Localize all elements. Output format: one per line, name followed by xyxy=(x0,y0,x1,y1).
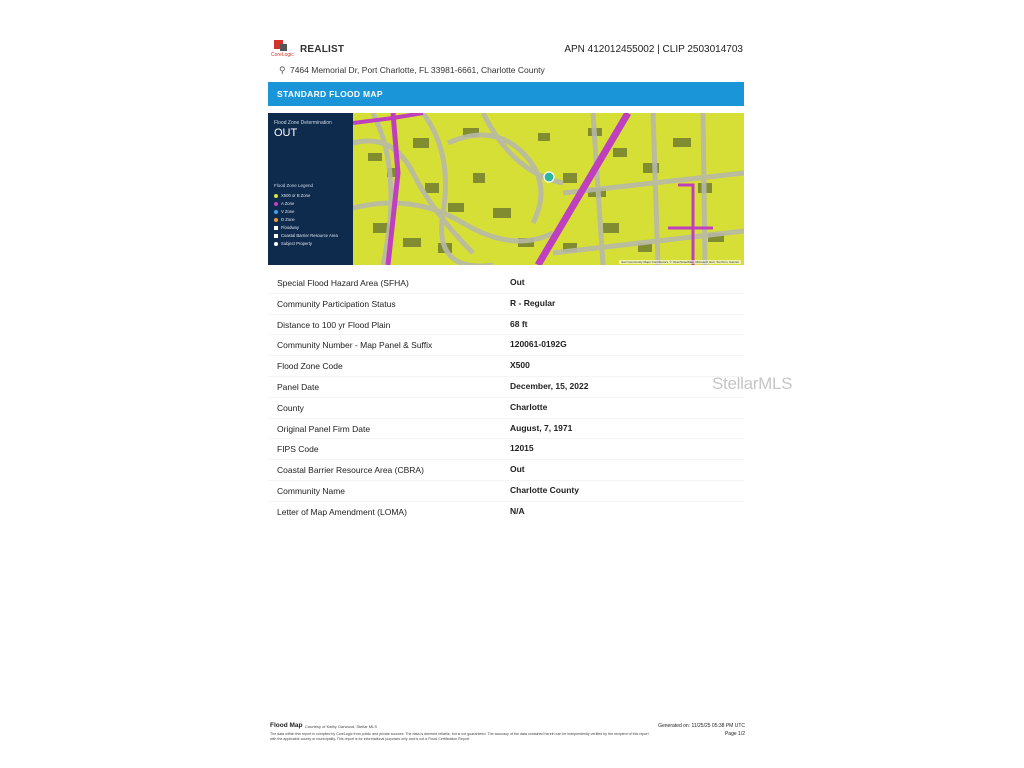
row-divider xyxy=(268,418,744,419)
address-text: 7464 Memorial Dr, Port Charlotte, FL 33981-6661, Charlotte County xyxy=(289,65,545,75)
map-graphic xyxy=(353,113,744,265)
row-divider xyxy=(268,480,744,481)
row-value: Out xyxy=(510,464,525,475)
footer-title: Flood Map xyxy=(270,722,303,729)
row-divider xyxy=(268,334,744,335)
row-label: County xyxy=(277,402,304,413)
row-value: 68 ft xyxy=(510,318,528,329)
property-address xyxy=(279,65,545,76)
table-row xyxy=(268,438,744,459)
determination-value: OUT xyxy=(274,127,298,139)
legend-item: X500 or B Zone xyxy=(274,192,338,200)
row-label: Community Number - Map Panel & Suffix xyxy=(277,340,433,351)
table-row xyxy=(268,459,744,480)
row-divider xyxy=(268,293,744,294)
logo-square-gray xyxy=(280,44,287,51)
row-value: N/A xyxy=(510,505,525,516)
row-value: Charlotte xyxy=(510,401,548,412)
legend-item: A Zone xyxy=(274,200,338,208)
generated-timestamp: Generated on: 11/25/25 05:38 PM UTC xyxy=(658,723,745,729)
legend-item: V Zone xyxy=(274,208,338,216)
determination-label: Flood Zone Determination xyxy=(274,120,332,126)
row-value: August, 7, 1971 xyxy=(510,422,573,433)
row-label: Coastal Barrier Resource Area (CBRA) xyxy=(277,465,424,476)
table-row xyxy=(268,334,744,355)
row-divider xyxy=(268,438,744,439)
logo-brand-text: CoreLogic xyxy=(271,52,294,58)
floodway-icon xyxy=(274,226,278,230)
map-credit: Esri Community Maps Contributors, © OpenStreetMap, Microsoft, Esri, TomTom, Garmin xyxy=(621,260,739,264)
corelogic-logo xyxy=(271,40,293,60)
table-row xyxy=(268,501,744,522)
row-value: 12015 xyxy=(510,443,534,454)
banner-title: STANDARD FLOOD MAP xyxy=(277,89,383,99)
row-value: R - Regular xyxy=(510,297,556,308)
table-row xyxy=(268,480,744,501)
mls-watermark: StellarMLS xyxy=(712,374,793,393)
subject-property-marker-icon xyxy=(544,172,554,182)
legend-item: Floodway xyxy=(274,224,338,232)
row-label: Community Name xyxy=(277,485,346,496)
table-row xyxy=(268,314,744,335)
legend-swatch-icon xyxy=(274,210,278,214)
legend-swatch-icon xyxy=(274,218,278,222)
row-label: Flood Zone Code xyxy=(277,361,343,372)
legend-title: Flood Zone Legend xyxy=(274,183,314,188)
footer-disclaimer: The data within this report is compiled by CoreLogic from public and private sources. The data is deemed reliable, but is not guaranteed. The accuracy of the data contained herein can be independently verified by the recipient of this report with the applicable county or municipality. This report is for informational purposes only and is not a Flood Certification Report. xyxy=(270,732,649,741)
report-footer xyxy=(270,722,746,747)
row-divider xyxy=(268,459,744,460)
map-legend-panel xyxy=(268,113,353,265)
legend-list xyxy=(274,192,338,248)
legend-swatch-icon xyxy=(274,194,278,198)
row-label: Panel Date xyxy=(277,381,320,392)
section-banner xyxy=(268,82,744,106)
location-pin-icon: ⚲ xyxy=(279,65,286,75)
apn-clip: APN 412012455002 | CLIP 2503014703 xyxy=(564,44,743,55)
legend-item: D Zone xyxy=(274,216,338,224)
row-label: Letter of Map Amendment (LOMA) xyxy=(277,506,407,517)
table-row xyxy=(268,376,744,397)
flood-data-table xyxy=(268,272,744,522)
row-value: December, 15, 2022 xyxy=(510,380,589,391)
row-value: 120061-0192G xyxy=(510,339,567,350)
row-value: Out xyxy=(510,277,525,287)
row-label: Community Participation Status xyxy=(277,298,396,309)
row-divider xyxy=(268,376,744,377)
row-divider xyxy=(268,397,744,398)
legend-swatch-icon xyxy=(274,202,278,206)
cbra-icon xyxy=(274,234,278,238)
table-row xyxy=(268,355,744,376)
subject-property-icon xyxy=(274,242,278,246)
row-label: Special Flood Hazard Area (SFHA) xyxy=(277,278,409,288)
legend-item: Coastal Barrier Resource Area xyxy=(274,232,338,240)
row-value: X500 xyxy=(510,360,530,371)
product-name: REALIST xyxy=(300,44,345,55)
row-divider xyxy=(268,314,744,315)
table-row xyxy=(268,397,744,418)
row-label: Original Panel Firm Date xyxy=(277,423,371,434)
table-row xyxy=(268,293,744,314)
map-image xyxy=(353,113,744,265)
footer-courtesy: Courtesy of Kathy Garwood, Stellar MLS xyxy=(305,724,378,729)
table-row xyxy=(268,272,744,293)
row-divider xyxy=(268,501,744,502)
legend-item: Subject Property xyxy=(274,240,338,248)
flood-map xyxy=(268,113,744,265)
page-number: Page 1/2 xyxy=(724,731,745,737)
table-row xyxy=(268,418,744,439)
row-label: FIPS Code xyxy=(277,444,319,455)
row-divider xyxy=(268,355,744,356)
row-value: Charlotte County xyxy=(510,484,579,495)
row-label: Distance to 100 yr Flood Plain xyxy=(277,319,391,330)
